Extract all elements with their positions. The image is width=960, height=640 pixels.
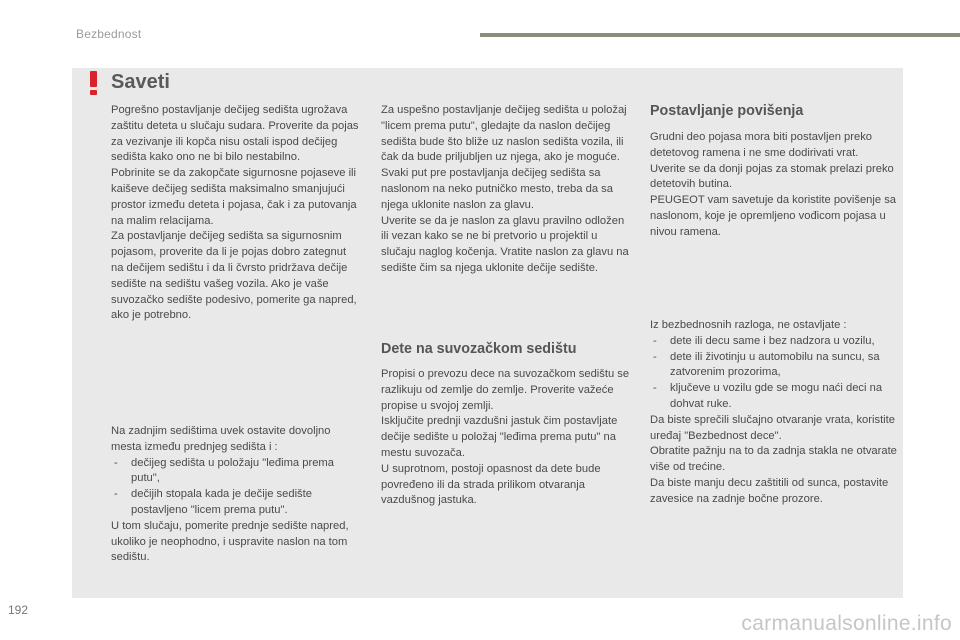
paragraph: PEUGEOT vam savetuje da koristite povišenje sa naslonom, koje je opremljeno vođicom pojasa u nivou ramena. <box>650 194 897 238</box>
warning-icon <box>87 71 101 95</box>
paragraph: Pogrešno postavljanje dečijeg sedišta ugrožava zaštitu deteta u slučaju sudara. Proverite da pojas za vezivanje ili kopča nisu ostali ispod dečijeg sedišta kako ono ne bi bilo nestabilno. <box>111 104 359 164</box>
subtitle-front-seat: Dete na suvozačkom sedištu <box>381 341 577 357</box>
paragraph: Da biste sprečili slučajno otvaranje vrata, koristite uređaj "Bezbednost dece". <box>650 413 895 442</box>
paragraph: Iz bezbednosnih razloga, ne ostavljate : <box>650 319 847 331</box>
subtitle-booster: Postavljanje povišenja <box>650 103 804 119</box>
paragraph: Za uspešno postavljanje dečijeg sedišta u položaj "licem prema putu", gledajte da naslon dečijeg sedišta bude što bliže uz naslon sedišta vozila, ili čak da bude priljubljen uz njega, ako je moguće. <box>381 104 627 164</box>
paragraph: Propisi o prevozu dece na suvozačkom sedištu se razlikuju od zemlje do zemlje. Proverite važeće propise u svojoj zemlji. <box>381 368 630 412</box>
paragraph: Obratite pažnju na to da zadnja stakla ne otvarate više od trećine. <box>650 445 897 474</box>
watermark: carmanualsonline.info <box>741 612 952 635</box>
paragraph: Uverite se da donji pojas za stomak prelazi preko detetovih butina. <box>650 162 894 191</box>
column-3-top <box>650 130 900 241</box>
list-item: - dečijih stopala kada je dečije sedište postavljeno "licem prema putu". <box>111 487 361 519</box>
paragraph: Na zadnjim sedištima uvek ostavite dovoljno mesta između prednjeg sedišta i : <box>111 425 331 453</box>
paragraph: Da biste manju decu zaštitili od sunca, postavite zavesice na zadnje bočne prozore. <box>650 476 889 505</box>
section-title: Bezbednost <box>76 27 142 41</box>
column-1-top <box>111 103 361 324</box>
list-item: - dečijeg sedišta u položaju "leđima prema putu", <box>111 456 361 488</box>
rear-seat-list <box>111 456 361 519</box>
paragraph: Grudni deo pojasa mora biti postavljen preko detetovog ramena i ne sme dodirivati vrat. <box>650 131 873 159</box>
column-3-bottom <box>650 318 900 508</box>
panel-title: Saveti <box>111 71 170 93</box>
list-item: - ključeve u vozilu gde se mogu naći deci na dohvat ruke. <box>650 381 900 413</box>
list-item: - dete ili decu same i bez nadzora u vozilu, <box>650 334 900 350</box>
header-rule <box>480 33 960 37</box>
column-2-bottom <box>381 367 631 509</box>
paragraph: Za postavljanje dečijeg sedišta sa sigurnosnim pojasom, proverite da li je pojas dobro zategnut na dečijem sedištu i da li čvrsto pridržava dečije sedište na sedištu vašeg vozila. Ako je vaše suvozačko sedište podesivo, pomerite ga napred, ako je potrebno. <box>111 230 357 322</box>
list-item: - dete ili životinju u automobilu na suncu, sa zatvorenim prozorima, <box>650 350 900 382</box>
paragraph: Uverite se da je naslon za glavu pravilno odložen ili vezan kako se ne bi pretvorio u projektil u slučaju naglog kočenja. Vratite naslon za glavu na sedište čim sa njega uklonite dečije sedište. <box>381 214 629 274</box>
paragraph: U tom slučaju, pomerite prednje sedište napred, ukoliko je neophodno, i uspravite naslon na tom sedištu. <box>111 519 349 564</box>
paragraph: Svaki put pre postavljanja dečijeg sedištа sa naslonom na neko putničko mesto, treba da sa njega uklonite naslon za glavu. <box>381 167 613 211</box>
page-number: 192 <box>8 603 29 617</box>
paragraph: U suprotnom, postoji opasnost da dete bude povređeno ili da strada prilikom otvaranja vazdušnog jastuka. <box>381 462 601 507</box>
paragraph: Isključite prednji vazdušni jastuk čim postavljate dečije sedište u položaj "leđima prema putu" na mestu suvozača. <box>381 415 618 459</box>
column-2-top <box>381 103 631 277</box>
safety-list <box>650 334 900 413</box>
paragraph: Pobrinite se da zakopčate sigurnosne pojaseve ili kaiševe dečijeg sedišta maksimalno smanjujući prostor između deteta i pojasa, čak i za putovanja na malim relacijama. <box>111 167 357 227</box>
column-1-bottom <box>111 424 361 566</box>
